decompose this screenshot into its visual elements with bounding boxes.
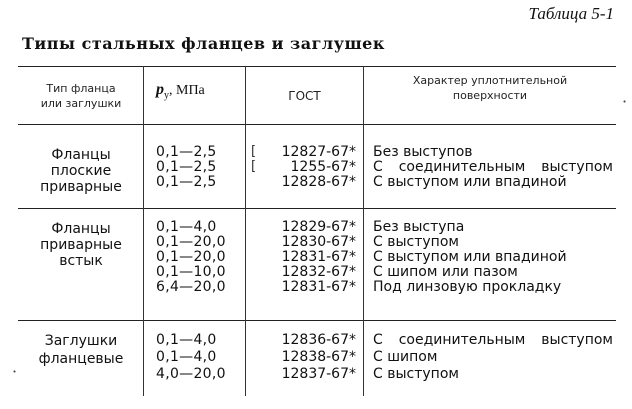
pressure-cell: 0,1—4,0 bbox=[156, 349, 217, 365]
surface-cell: С выступом bbox=[373, 234, 459, 250]
surface-cell: С выступом или впадиной bbox=[373, 174, 567, 190]
pressure-cell: 0,1—4,0 bbox=[156, 332, 217, 348]
surface-cell: С соединительным выступом bbox=[373, 159, 613, 175]
header-surface-line-1: Характер уплотнительной bbox=[412, 74, 568, 87]
bracket-mark: [ bbox=[251, 159, 257, 174]
gost-cell: 12828-67* bbox=[281, 174, 356, 190]
pressure-cell: 0,1—2,5 bbox=[156, 144, 217, 160]
group-name-line: Фланцы bbox=[51, 147, 111, 163]
rule-group-1 bbox=[18, 208, 616, 209]
header-gost-label: ГОСТ bbox=[288, 89, 321, 103]
surface-column-group-1 bbox=[373, 145, 613, 190]
gost-cell: 12838-67* bbox=[281, 349, 356, 365]
table-title: Типы стальных фланцев и заглушек bbox=[22, 34, 385, 53]
gost-cell: 12837-67* bbox=[281, 366, 356, 382]
pressure-column-group-1 bbox=[156, 145, 217, 190]
surface-column-group-3 bbox=[373, 333, 613, 384]
group-name-line: приварные bbox=[40, 179, 122, 195]
group-name-line: приварные bbox=[40, 237, 122, 253]
surface-cell: С выступом или впадиной bbox=[373, 249, 567, 265]
group-name-line: плоские bbox=[50, 163, 112, 179]
gost-cell: 12829-67* bbox=[281, 219, 356, 235]
rule-top bbox=[18, 66, 616, 67]
gost-cell: 1255-67* bbox=[290, 159, 356, 175]
surface-column-group-2 bbox=[373, 220, 567, 295]
gost-column-group-1 bbox=[252, 145, 356, 190]
header-type bbox=[20, 82, 142, 112]
pressure-column-group-3 bbox=[156, 333, 226, 384]
gost-cell: 12830-67* bbox=[281, 234, 356, 250]
surface-cell: Без выступа bbox=[373, 219, 465, 235]
group-name-butt-welded bbox=[20, 221, 142, 269]
surface-cell: С выступом bbox=[373, 366, 459, 382]
pressure-cell: 0,1—10,0 bbox=[156, 264, 226, 280]
pressure-subscript: у bbox=[164, 89, 169, 101]
scan-speck: · bbox=[622, 92, 628, 111]
group-name-flat-welded bbox=[20, 147, 142, 195]
group-name-blind bbox=[20, 333, 142, 369]
header-pressure bbox=[156, 81, 205, 101]
gost-cell: 12832-67* bbox=[281, 264, 356, 280]
header-type-line-2: или заглушки bbox=[40, 97, 122, 110]
header-surface bbox=[364, 74, 616, 104]
gost-cell: 12831-67* bbox=[281, 249, 356, 265]
header-gost bbox=[246, 89, 363, 103]
surface-cell: С шипом bbox=[373, 349, 438, 365]
column-divider-3 bbox=[363, 66, 364, 396]
pressure-cell: 0,1—4,0 bbox=[156, 219, 217, 235]
rule-header-bottom bbox=[18, 124, 616, 125]
gost-cell: 12836-67* bbox=[281, 332, 356, 348]
table-number: Таблица 5-1 bbox=[528, 4, 614, 23]
pressure-cell: 0,1—2,5 bbox=[156, 159, 217, 175]
group-name-line: Фланцы bbox=[51, 221, 111, 237]
pressure-cell: 4,0—20,0 bbox=[156, 366, 226, 382]
group-name-line: Заглушки bbox=[44, 333, 118, 349]
column-divider-2 bbox=[245, 66, 246, 396]
pressure-column-group-2 bbox=[156, 220, 226, 295]
gost-column-group-3 bbox=[252, 333, 356, 384]
surface-cell: Под линзовую прокладку bbox=[373, 279, 562, 295]
group-name-line: встык bbox=[59, 253, 103, 269]
scan-speck: · bbox=[12, 362, 18, 381]
surface-cell: С шипом или пазом bbox=[373, 264, 518, 280]
rule-group-2 bbox=[18, 320, 616, 321]
bracket-mark: [ bbox=[251, 144, 257, 159]
pressure-unit: , МПа bbox=[169, 83, 205, 98]
pressure-cell: 6,4—20,0 bbox=[156, 279, 226, 295]
column-divider-1 bbox=[143, 66, 144, 396]
header-surface-line-2: поверхности bbox=[452, 89, 528, 102]
pressure-cell: 0,1—2,5 bbox=[156, 174, 217, 190]
pressure-cell: 0,1—20,0 bbox=[156, 249, 226, 265]
gost-cell: 12831-67* bbox=[281, 279, 356, 295]
surface-cell: Без выступов bbox=[373, 144, 473, 160]
pressure-cell: 0,1—20,0 bbox=[156, 234, 226, 250]
gost-column-group-2 bbox=[252, 220, 356, 295]
header-type-line-1: Тип фланца bbox=[46, 82, 116, 95]
pressure-symbol: p bbox=[156, 81, 164, 98]
surface-cell: С соединительным выступом bbox=[373, 332, 613, 348]
gost-cell: 12827-67* bbox=[281, 144, 356, 160]
group-name-line: фланцевые bbox=[38, 351, 124, 367]
